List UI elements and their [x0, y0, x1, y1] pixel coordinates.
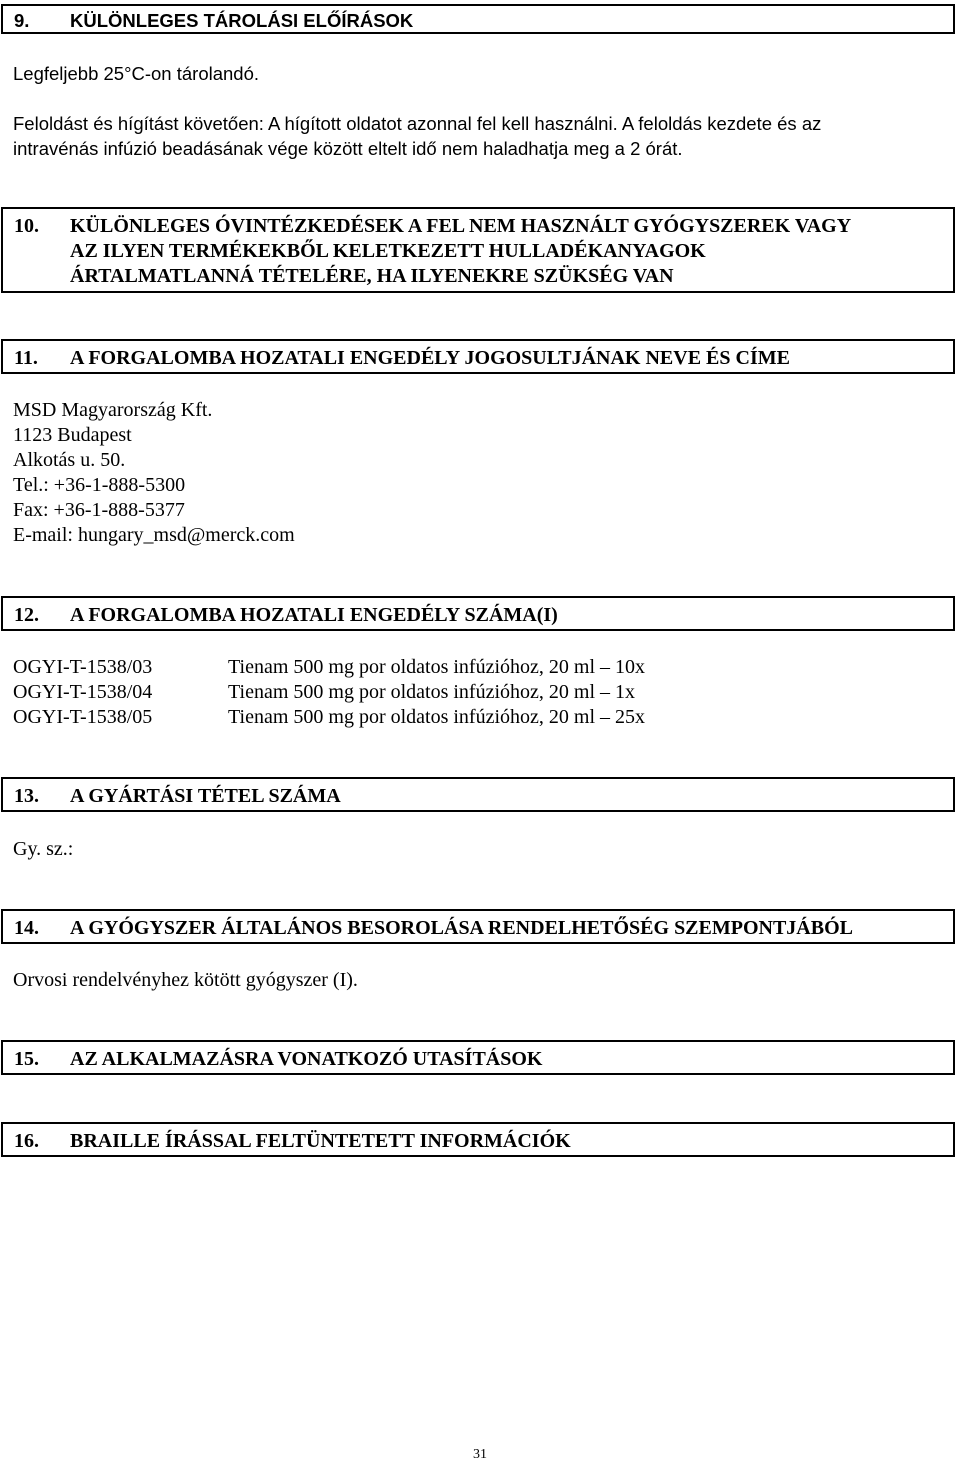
section-10-title-line-3: ÁRTALMATLANNÁ TÉTELÉRE, HA ILYENEKRE SZÜKSÉG VAN [70, 265, 674, 287]
section-14-number: 14. [14, 917, 39, 939]
section-15-number: 15. [14, 1048, 39, 1070]
section-15-header [1, 1040, 955, 1075]
authorization-description: Tienam 500 mg por oldatos infúzióhoz, 20 ml – 25x [228, 706, 646, 728]
holder-phone: Tel.: +36-1-888-5300 [13, 474, 186, 496]
section-9-number: 9. [14, 10, 30, 31]
section-10-header [1, 207, 955, 293]
section-12-header [1, 596, 955, 631]
batch-number-label: Gy. sz.: [13, 838, 74, 860]
section-11-title: A FORGALOMBA HOZATALI ENGEDÉLY JOGOSULTJÁNAK NEVE ÉS CÍME [70, 347, 790, 369]
prescription-status-text: Orvosi rendelvényhez kötött gyógyszer (I). [13, 969, 358, 991]
section-10-title-line-2: AZ ILYEN TERMÉKEKBŐL KELETKEZETT HULLADÉKANYAGOK [70, 240, 706, 262]
section-12-title: A FORGALOMBA HOZATALI ENGEDÉLY SZÁMA(I) [70, 604, 558, 626]
authorization-description: Tienam 500 mg por oldatos infúzióhoz, 20 ml – 1x [228, 681, 636, 703]
authorization-code: OGYI-T-1538/03 [13, 656, 153, 678]
page-number: 31 [473, 1447, 487, 1462]
section-9-title: KÜLÖNLEGES TÁROLÁSI ELŐÍRÁSOK [70, 10, 414, 31]
section-11-header [1, 339, 955, 374]
section-16-number: 16. [14, 1130, 39, 1152]
section-13-number: 13. [14, 785, 39, 807]
holder-city: 1123 Budapest [13, 424, 132, 446]
section-16-header [1, 1122, 955, 1157]
storage-temperature-text: Legfeljebb 25°C-on tárolandó. [13, 63, 260, 84]
authorization-code: OGYI-T-1538/05 [13, 706, 153, 728]
section-10-title-line-1: KÜLÖNLEGES ÓVINTÉZKEDÉSEK A FEL NEM HASZNÁLT GYÓGYSZEREK VAGY [70, 215, 852, 237]
section-14-header [1, 909, 955, 944]
section-13-header [1, 777, 955, 812]
section-9-header [1, 4, 955, 34]
authorization-code: OGYI-T-1538/04 [13, 681, 153, 703]
section-15-title: AZ ALKALMAZÁSRA VONATKOZÓ UTASÍTÁSOK [70, 1048, 543, 1070]
section-12-number: 12. [14, 604, 39, 626]
holder-email: E-mail: hungary_msd@merck.com [13, 524, 295, 546]
section-13-title: A GYÁRTÁSI TÉTEL SZÁMA [70, 785, 341, 807]
reconstitution-text-line-1: Feloldást és hígítást követően: A hígított oldatot azonnal fel kell használni. A feloldás kezdete és az [13, 113, 822, 134]
section-16-title: BRAILLE ÍRÁSSAL FELTÜNTETETT INFORMÁCIÓK [70, 1130, 571, 1152]
reconstitution-text-line-2: intravénás infúzió beadásának vége között eltelt idő nem haladhatja meg a 2 órát. [13, 138, 683, 159]
section-14-title: A GYÓGYSZER ÁLTALÁNOS BESOROLÁSA RENDELHETŐSÉG SZEMPONTJÁBÓL [70, 917, 853, 939]
holder-name: MSD Magyarország Kft. [13, 399, 213, 421]
authorization-description: Tienam 500 mg por oldatos infúzióhoz, 20 ml – 10x [228, 656, 646, 678]
holder-street: Alkotás u. 50. [13, 449, 126, 471]
section-10-number: 10. [14, 215, 39, 237]
section-11-number: 11. [14, 347, 38, 369]
holder-fax: Fax: +36-1-888-5377 [13, 499, 185, 521]
